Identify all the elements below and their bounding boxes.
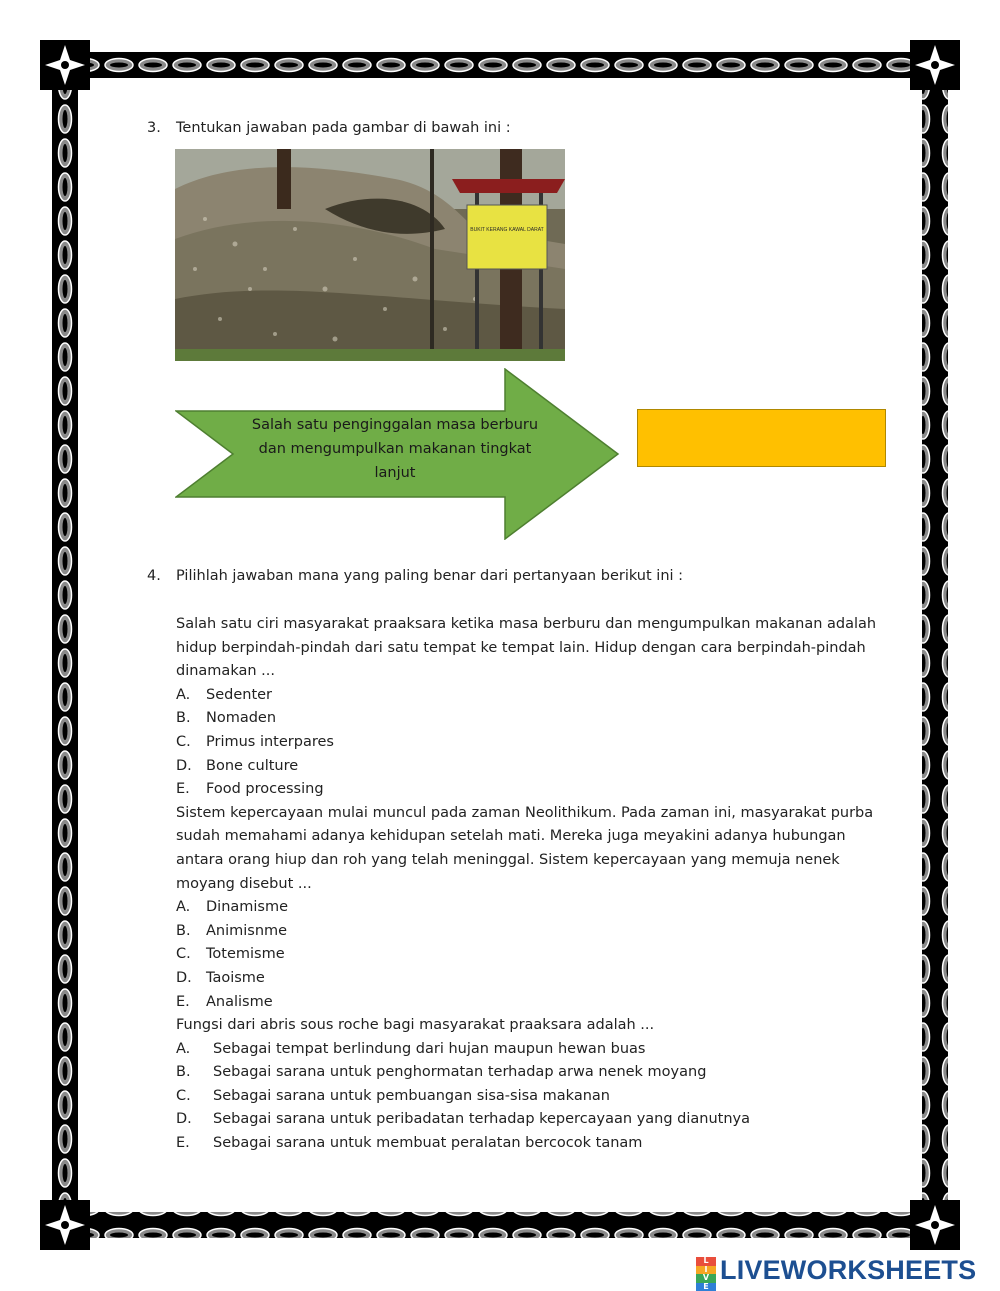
- option-1b[interactable]: B. Nomaden: [176, 710, 277, 727]
- sign-text: BUKIT KERANG KAWAL DARAT: [470, 227, 544, 233]
- question-4-body: [176, 613, 896, 1156]
- option-3c[interactable]: C. Sebagai sarana untuk pembuangan sisa-sisa makanan: [176, 1087, 610, 1104]
- question-4-text: Pilihlah jawaban mana yang paling benar dari pertanyaan berikut ini :: [176, 568, 684, 584]
- corner-ornament-bottom-right: [910, 1200, 960, 1250]
- sub-question-2-stem: Sistem kepercayaan mulai muncul pada zaman Neolithikum. Pada zaman ini, masyarakat purba sudah memahami adanya kehidupan setelah mati. Mereka juga meyakini adanya hubungan antara orang hiup dan roh yang telah meninggal. Sistem kepercayaan yang memuja nenek moyang disebut ...: [176, 804, 874, 892]
- question-3-text: Tentukan jawaban pada gambar di bawah ini :: [176, 120, 511, 136]
- option-2e[interactable]: E. Analisme: [176, 993, 273, 1010]
- shell-mound-photo: [175, 149, 565, 361]
- option-2c[interactable]: C. Totemisme: [176, 946, 285, 963]
- option-2a[interactable]: A. Dinamisme: [176, 899, 289, 916]
- option-1e[interactable]: E. Food processing: [176, 781, 324, 798]
- option-3b[interactable]: B. Sebagai sarana untuk penghormatan terhadap arwa nenek moyang: [176, 1064, 707, 1081]
- option-3a[interactable]: A. Sebagai tempat berlindung dari hujan maupun hewan buas: [176, 1040, 646, 1057]
- question-4-number: 4.: [147, 568, 161, 584]
- option-1c[interactable]: C. Primus interpares: [176, 733, 334, 750]
- logo-badge-icon: L I V E: [696, 1257, 716, 1283]
- option-3d[interactable]: D. Sebagai sarana untuk peribadatan terhadap kepercayaan yang dianutnya: [176, 1111, 751, 1128]
- option-2b[interactable]: B. Animisnme: [176, 922, 288, 939]
- arrow-label: Salah satu penginggalan masa berburu dan mengumpulkan makanan tingkat lanjut: [251, 417, 539, 481]
- sub-question-3-stem: Fungsi dari abris sous roche bagi masyarakat praaksara adalah ...: [176, 1017, 655, 1034]
- corner-ornament-top-right: [910, 40, 960, 90]
- answer-input-box[interactable]: [637, 409, 886, 467]
- option-3e[interactable]: E. Sebagai sarana untuk membuat peralatan bercocok tanam: [176, 1135, 643, 1152]
- option-1a[interactable]: A. Sedenter: [176, 686, 273, 703]
- question-3-number: 3.: [147, 120, 161, 136]
- corner-ornament-bottom-left: [40, 1200, 90, 1250]
- corner-ornament-top-left: [40, 40, 90, 90]
- option-1d[interactable]: D. Bone culture: [176, 757, 299, 774]
- option-2d[interactable]: D. Taoisme: [176, 969, 265, 986]
- liveworksheets-logo[interactable]: [696, 1254, 977, 1291]
- logo-text: LIVEWORKSHEETS: [720, 1254, 977, 1285]
- sub-question-1-stem: Salah satu ciri masyarakat praaksara ketika masa berburu dan mengumpulkan makanan adalah hidup berpindah-pindah dari satu tempat ke tempat lain. Hidup dengan cara berpindah-pindah dinamakan ...: [176, 616, 877, 680]
